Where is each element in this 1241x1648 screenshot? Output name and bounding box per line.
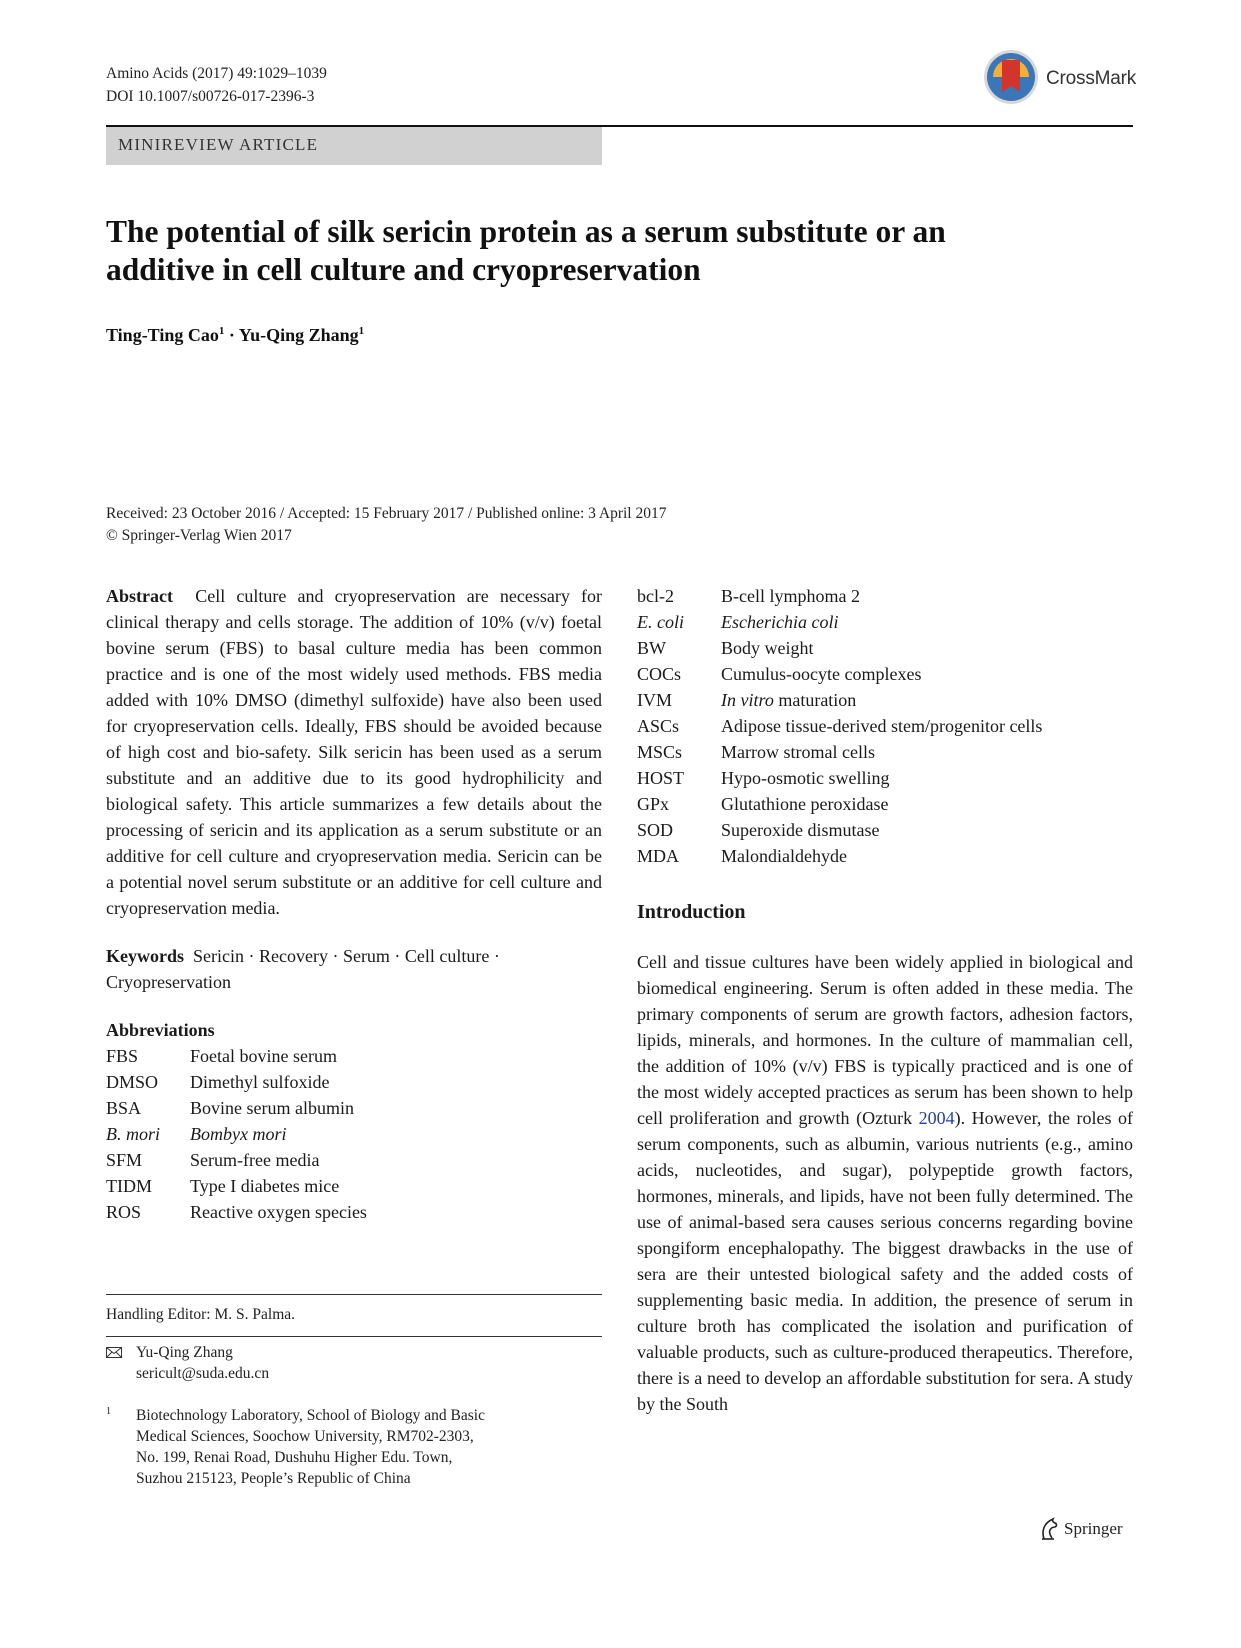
keywords-text: Sericin · Recovery · Serum · Cell culture · Cryopreservation [106,946,500,992]
abbr-definition: Hypo-osmotic swelling [721,768,890,788]
title-line-2: additive in cell culture and cryopreservation [106,252,701,287]
publisher-name: Springer [1064,1519,1123,1538]
abbr-term: B. mori [106,1124,160,1144]
right-column [637,583,1133,1417]
abstract-heading: Abstract [106,586,173,606]
abbr-definition: Adipose tissue-derived stem/progenitor cells [721,716,1043,736]
abbr-row [106,1095,602,1121]
abbr-row [106,1199,602,1225]
abbr-row [106,1121,602,1147]
doi[interactable]: DOI 10.1007/s00726-017-2396-3 [106,88,315,105]
abbr-term: HOST [637,768,685,788]
handling-editor: Handling Editor: M. S. Palma. [106,1306,296,1323]
article-type-label: MINIREVIEW ARTICLE [118,135,319,154]
abbr-definition-rest: maturation [773,690,857,710]
abbr-row [637,791,1133,817]
abbr-row [637,817,1133,843]
journal-citation: Amino Acids (2017) 49:1029–1039 [106,65,327,82]
abbr-definition: Superoxide dismutase [721,820,880,840]
author-list [106,325,364,346]
abbr-definition: Serum-free media [190,1150,320,1170]
left-column [106,583,602,1225]
abbr-definition: Bombyx mori [190,1124,287,1144]
abbr-row [106,1147,602,1173]
introduction-text-part: Cell and tissue cultures have been widely applied in biological and biomedical engineering. Serum is often added in these media. The primary components of serum are growth factors, adhesion factors, lipids, minerals, and hormones. In the culture of mammalian cell, the addition of 10% (v/v) FBS is typically practiced and is one of the most widely accepted practices as serum has been shown to help cell proliferation and growth (Ozturk [637,952,1133,1128]
article-title [106,213,1126,289]
abbr-term: IVM [637,690,672,710]
springer-horse-icon [1038,1517,1060,1541]
abbr-term: DMSO [106,1072,159,1092]
abbr-definition: Escherichia coli [721,612,839,632]
abbr-term: E. coli [637,612,684,632]
abbr-term: TIDM [106,1176,152,1196]
author-1-affil: 1 [218,325,225,337]
affiliation-line: No. 199, Renai Road, Dushuhu Higher Edu. Town, [136,1449,453,1466]
abstract-text: Cell culture and cryopreservation are necessary for clinical therapy and cells storage. The addition of 10% (v/v) foetal bovine serum (FBS) to basal culture media has been common practice and is one of the most widely used methods. FBS media added with 10% DMSO (dimethyl sulfoxide) have also been used for cryopreservation cells. Ideally, FBS should be avoided because of high cost and bio-safety. Silk sericin has been used as a serum substitute and an additive due to its good hydrophilicity and biological safety. This article summarizes a few details about the processing of sericin and its application as a serum substitute or an additive for cell culture and cryopreservation media. Sericin can be a potential novel serum substitute or an additive for cell culture and cryopreservation media. [106,586,602,918]
abbr-row [637,687,1133,713]
citation-link[interactable]: 2004 [918,1108,955,1128]
crossmark-label: CrossMark [1046,68,1137,89]
abbr-row [637,583,1133,609]
envelope-icon [106,1347,122,1358]
abbr-term: FBS [106,1046,139,1066]
abbr-term: MSCs [637,742,683,762]
abbr-definition-italic: In vitro [721,690,774,710]
abbr-row [637,765,1133,791]
abbr-definition: Cumulus-oocyte complexes [721,664,922,684]
abbr-definition: Glutathione peroxidase [721,794,889,814]
affiliation-line: Biotechnology Laboratory, School of Biology and Basic [136,1407,485,1424]
abbr-term: ROS [106,1202,142,1222]
footnote-rule [106,1336,602,1337]
abbr-definition [721,687,856,713]
introduction-heading: Introduction [637,901,746,923]
abstract [106,583,602,921]
abbr-definition: B-cell lymphoma 2 [721,586,860,606]
abbr-definition: Bovine serum albumin [190,1098,354,1118]
keywords-heading: Keywords [106,946,184,966]
abbr-term: MDA [637,846,680,866]
copyright: © Springer-Verlag Wien 2017 [106,527,292,544]
crossmark-icon [982,48,1040,106]
affiliation-number: 1 [106,1406,111,1417]
abbr-row [637,713,1133,739]
abbr-row [637,843,1133,869]
footnote-rule [106,1294,602,1295]
dates-line: Received: 23 October 2016 / Accepted: 15 February 2017 / Published online: 3 April 2017 [106,505,667,522]
abbr-row [637,661,1133,687]
abbr-definition: Malondialdehyde [721,846,847,866]
abbr-row [106,1173,602,1199]
abbr-row [106,1069,602,1095]
abbr-term: COCs [637,664,682,684]
introduction-text-part: ). However, the roles of serum components, such as albumin, various nutrients (e.g., amino acids, nucleotides, and sugar), polypeptide growth factors, hormones, minerals, and lipids, have not been fully determined. The use of animal-based sera causes serious concerns regarding bovine spongiform encephalopathy. The biggest drawbacks in the use of sera are their untested biological safety and the added costs of supplementing basic media. In addition, the presence of serum in culture broth has complicated the isolation and purification of valuable products, such as culture-produced therapeutics. Therefore, there is a need to develop an affordable substitution for sera. A study by the South [637,1108,1134,1414]
introduction-text [637,949,1133,1417]
abbr-row [637,635,1133,661]
corresponding-email[interactable]: sericult@suda.edu.cn [136,1365,270,1382]
affiliation-line: Suzhou 215123, People’s Republic of China [136,1470,411,1487]
keywords [106,943,602,995]
article-type-band [106,127,602,165]
abbr-term: GPx [637,794,670,814]
corresponding-name: Yu-Qing Zhang [136,1344,233,1361]
abbr-term: bcl-2 [637,586,674,606]
author-2[interactable]: Yu-Qing Zhang [238,325,359,345]
abbr-definition: Type I diabetes mice [190,1176,340,1196]
abbreviations-list-left [106,1043,602,1225]
abbr-definition: Body weight [721,638,814,658]
author-2-affil: 1 [358,325,365,337]
abbr-row [106,1043,602,1069]
abbr-row [637,739,1133,765]
author-separator: · [224,325,239,345]
abbr-definition: Foetal bovine serum [190,1046,337,1066]
abbr-term: ASCs [637,716,680,736]
affiliation-line: Medical Sciences, Soochow University, RM702-2303, [136,1428,474,1445]
crossmark-badge[interactable] [982,48,1137,110]
abbr-definition: Dimethyl sulfoxide [190,1072,330,1092]
abbr-term: BSA [106,1098,142,1118]
title-line-1: The potential of silk sericin protein as a serum substitute or an [106,214,946,249]
abbr-term: BW [637,638,666,658]
abbr-term: SFM [106,1150,143,1170]
abbr-definition: Marrow stromal cells [721,742,875,762]
abbreviations-heading: Abbreviations [106,1020,215,1040]
author-1[interactable]: Ting-Ting Cao [106,325,219,345]
abbr-definition: Reactive oxygen species [190,1202,367,1222]
abbr-term: SOD [637,820,674,840]
abbr-row [637,609,1133,635]
publication-dates [106,503,666,547]
abbreviations-list-right [637,583,1133,869]
